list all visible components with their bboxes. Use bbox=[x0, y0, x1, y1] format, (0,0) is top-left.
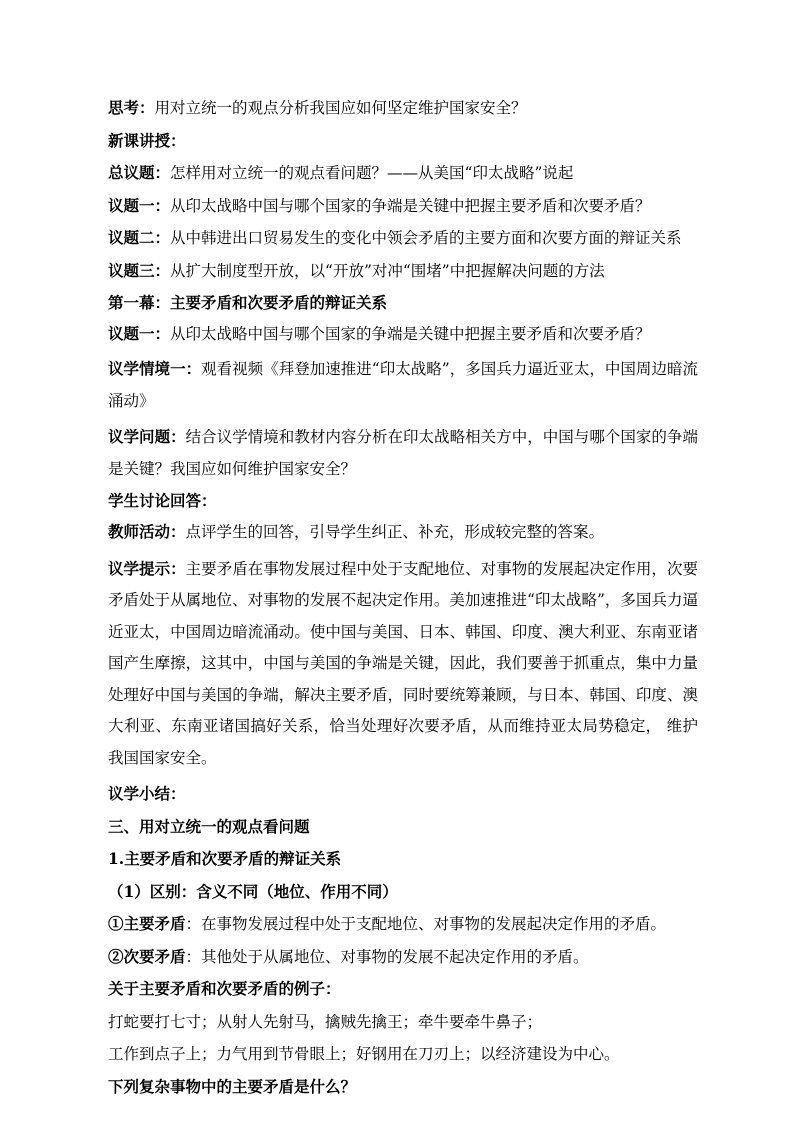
scene1-title: 第一幕：主要矛盾和次要矛盾的辩证关系 bbox=[108, 293, 388, 312]
topic1b-text: 从印太战略中国与哪个国家的争端是关键中把握主要矛盾和次要矛盾？ bbox=[170, 325, 651, 343]
main-contradiction-text: ：在事物发展过程中处于支配地位、对事物的发展起决定作用的矛盾。 bbox=[185, 915, 667, 933]
topic1-line bbox=[108, 190, 698, 223]
topic2-line bbox=[108, 222, 698, 255]
secondary-contradiction-label: ②次要矛盾 bbox=[108, 946, 186, 966]
question-paragraph bbox=[108, 421, 698, 485]
section3-heading: 三、用对立统一的观点看问题 bbox=[108, 816, 310, 836]
topic1-text: 从印太战略中国与哪个国家的争端是关键中把握主要矛盾和次要矛盾？ bbox=[170, 196, 651, 215]
think-line bbox=[108, 92, 698, 125]
topic3-text: 从扩大制度型开放，以“开放”对冲“围堵”中把握解决问题的方法 bbox=[170, 261, 605, 280]
final-question: 下列复杂事物中的主要矛盾是什么？ bbox=[108, 1076, 357, 1096]
main-topic-text: 怎样用对立统一的观点看问题？——从美国“印太战略”说起 bbox=[170, 164, 574, 182]
question-text: 结合议学情境和教材内容分析在印太战略相关方中，中国与哪个国家的争端是关键？我国应如何维护国家安全？ bbox=[108, 428, 698, 478]
new-lesson-heading: 新课讲授： bbox=[108, 130, 186, 150]
hint-paragraph bbox=[108, 553, 698, 775]
difference-line bbox=[108, 876, 698, 909]
examples-line-2: 工作到点子上；力气用到节骨眼上；好钢用在刀刃上；以经济建设为中心。 bbox=[108, 1045, 620, 1063]
main-contradiction-line bbox=[108, 908, 698, 941]
main-topic-line bbox=[108, 157, 698, 190]
main-topic-label: 总议题： bbox=[108, 163, 171, 182]
teacher-label: 教师活动： bbox=[108, 522, 186, 541]
teacher-text: 点评学生的回答，引导学生纠正、补充，形成较完整的答案。 bbox=[185, 523, 605, 541]
secondary-contradiction-line bbox=[108, 941, 698, 974]
topic2-text: 从中韩进出口贸易发生的变化中领会矛盾的主要方面和次要方面的辩证关系 bbox=[170, 229, 682, 247]
topic2-label: 议题二： bbox=[108, 228, 171, 247]
topic1b-label: 议题一： bbox=[108, 324, 171, 343]
hint-label: 议学提示： bbox=[108, 558, 186, 578]
hint-text: 主要矛盾在事物发展过程中处于支配地位、对事物的发展起决定作用，次要矛盾处于从属地位、对事物的发展不起决定作用。美加速推进“印太战略”，多国兵力逼近亚太，中国周边暗流涌动。使中国与美国、日本、韩国、印度、澳大利亚、东南亚诸国产生摩擦，这其中，中国与美国的争端是关键，因此，我们要善于抓重点，集中力量处理好中国与美国的争端，解决主要矛盾，同时要统筹兼顾，与日本、韩国、印度、澳大利亚、东南亚诸国搞好关系，恰当处理好次要矛盾，从而维持亚太局势稳定， 维护我国国家安全。 bbox=[108, 559, 698, 767]
topic1-label: 议题一： bbox=[108, 195, 171, 215]
summary-heading: 议学小结： bbox=[108, 784, 186, 803]
discussion-heading: 学生讨论回答： bbox=[108, 491, 217, 510]
sub1-heading: 1.主要矛盾和次要矛盾的辩证关系 bbox=[108, 849, 342, 868]
situation-text: 观看视频《拜登加速推进“印太战略”，多国兵力逼近亚太，中国周边暗流涌动》 bbox=[108, 360, 698, 410]
topic1b-line bbox=[108, 318, 698, 349]
examples-heading: 关于主要矛盾和次要矛盾的例子： bbox=[108, 979, 341, 998]
document-page bbox=[108, 92, 698, 1103]
topic3-line bbox=[108, 255, 698, 288]
main-contradiction-label: ①主要矛盾 bbox=[108, 914, 186, 933]
question-label: 议学问题： bbox=[108, 427, 186, 446]
examples-line-1: 打蛇要打七寸；从射人先射马，擒贼先擒王；牵牛要牵牛鼻子； bbox=[108, 1012, 543, 1031]
topic3-label: 议题三： bbox=[108, 260, 171, 280]
secondary-contradiction-text: ：其他处于从属地位、对事物的发展不起决定作用的矛盾。 bbox=[185, 947, 589, 966]
situation-label: 议学情境一： bbox=[108, 359, 202, 378]
think-text: 用对立统一的观点分析我国应如何坚定维护国家安全？ bbox=[154, 99, 527, 117]
think-label: 思考： bbox=[108, 98, 155, 117]
difference-text: 含义不同（地位、作用不同） bbox=[196, 881, 398, 901]
difference-label: （1）区别： bbox=[108, 881, 197, 901]
situation-paragraph bbox=[108, 353, 698, 417]
teacher-line bbox=[108, 516, 698, 549]
